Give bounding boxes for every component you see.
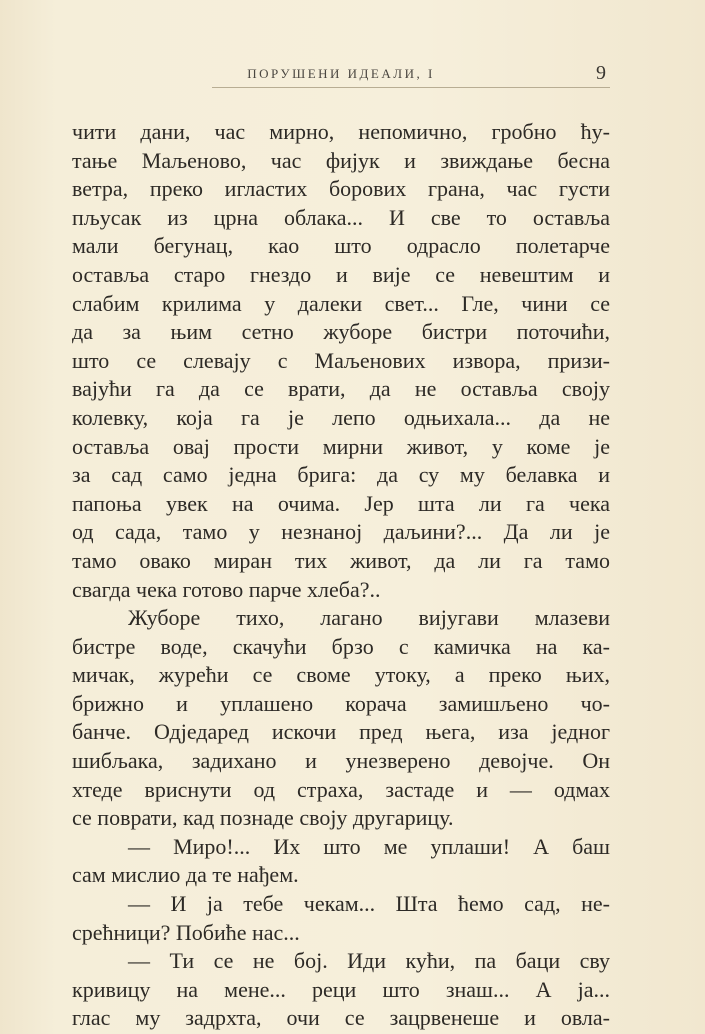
text-line: — Ти се не бој. Иди кући, па баци сву [128,948,610,974]
text-line: од сада, тамо у незнаној даљини?... Да ли је [72,519,610,545]
text-line: се поврати, кад познаде своју другарицу. [72,805,454,831]
text-line: брижно и уплашено корача замишљено чо- [72,690,610,716]
text-line: — И ја тебе чекам... Шта ћемо сад, не- [128,891,610,917]
page-number: 9 [596,62,606,84]
text-line: хтеде вриснути од страха, застаде и — одмах [72,776,610,802]
text-line: слабим крилима у далеки свет... Гле, чини се [72,290,610,316]
text-line: банче. Одједаред искочи пред њега, иза једног [72,719,610,745]
text-line: вајући га да се врати, да не оставља своју [72,376,610,402]
running-head: ПОРУШЕНИ ИДЕАЛИ, I [247,66,435,81]
header-rule [212,87,610,88]
text-line: Жуборе тихо, лагано вијугави млазеви [128,605,610,631]
text-line: што се слевају с Маљенових извора, призи- [72,347,610,373]
text-line: оставља старо гнездо и вије се невештим и [72,261,610,287]
text-line: срећници? Побиће нас... [72,919,300,945]
text-line: сам мислио да те нађем. [72,862,299,888]
text-line: папоња увек на очима. Јер шта ли га чека [72,490,610,516]
text-line: колевку, која га је лепо одњихала... да не [72,404,610,430]
text-line: чити дани, час мирно, непомично, гробно ћу- [72,119,610,144]
text-line: — Миро!... Их што ме уплаши! А баш [128,833,610,859]
text-line: свагда чека готово парче хлеба?.. [72,576,381,602]
text-line: за сад само једна брига: да су му белавка и [72,462,610,488]
text-line: мичак, журећи се своме утоку, а преко њих, [72,662,610,688]
text-line: кривицу на мене... реци што знаш... А ја... [72,976,610,1002]
page-header [72,62,610,88]
text-line: бистре воде, скачући брзо с камичка на ка- [72,633,610,659]
text-line: тање Маљеново, час фијук и звиждање бесна [72,147,610,173]
text-line: шибљака, задихано и унезверено девојче. Он [72,748,610,774]
text-line: ветра, преко игластих борових грана, час густи [72,176,610,202]
text-line: пљусак из црна облака... И све то оставља [72,204,610,230]
body-text [72,118,610,1033]
text-line: тамо овако миран тих живот, да ли га тамо [72,547,610,573]
text-line: мали бегунац, као што одрасло полетарче [72,233,610,259]
text-line: оставља овај прости мирни живот, у коме је [72,433,610,459]
text-line: глас му задрхта, очи се зацрвенеше и овла- [72,1005,610,1031]
text-line: да за њим сетно жуборе бистри поточићи, [72,319,610,345]
